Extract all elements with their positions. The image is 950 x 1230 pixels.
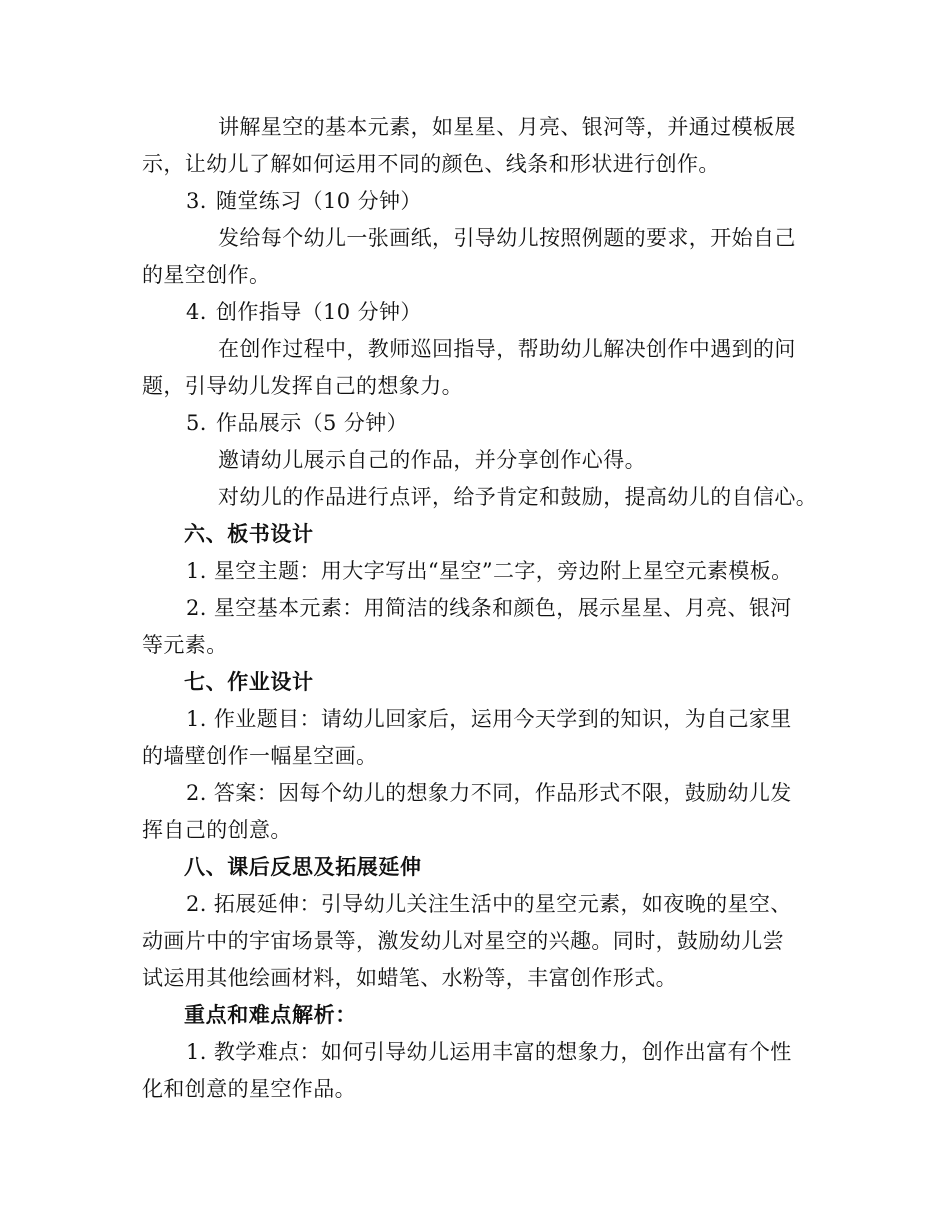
step-title: 作品展示（5 分钟） <box>216 411 409 435</box>
paragraph-line: 题，引导幼儿发挥自己的想象力。 <box>142 374 463 398</box>
step-title: 随堂练习（10 分钟） <box>216 189 422 213</box>
paragraph-line: 2. 星空基本元素：用简洁的线条和颜色，展示星星、月亮、银河 <box>186 596 792 620</box>
step-title: 创作指导（10 分钟） <box>216 300 422 324</box>
paragraph-line: 对幼儿的作品进行点评，给予肯定和鼓励，提高幼儿的自信心。 <box>218 485 818 509</box>
section-step-3 <box>186 186 422 216</box>
paragraph-line: 1. 教学难点：如何引导幼儿运用丰富的想象力，创作出富有个性 <box>186 1040 792 1064</box>
paragraph-line: 化和创意的星空作品。 <box>142 1077 356 1101</box>
paragraph-line: 动画片中的宇宙场景等，激发幼儿对星空的兴趣。同时，鼓励幼儿尝 <box>142 929 784 953</box>
section-heading-6: 六、板书设计 <box>184 522 314 546</box>
step-number: 3. <box>186 189 207 213</box>
step-number: 4. <box>186 300 207 324</box>
paragraph-line: 1. 作业题目：请幼儿回家后，运用今天学到的知识，为自己家里 <box>186 707 792 731</box>
section-step-5 <box>186 408 408 438</box>
paragraph-line: 发给每个幼儿一张画纸，引导幼儿按照例题的要求，开始自己 <box>218 226 796 250</box>
paragraph-line: 2. 拓展延伸：引导幼儿关注生活中的星空元素，如夜晚的星空、 <box>186 892 792 916</box>
step-number: 5. <box>186 411 207 435</box>
section-heading-8: 八、课后反思及拓展延伸 <box>184 855 422 879</box>
paragraph-line: 讲解星空的基本元素，如星星、月亮、银河等，并通过模板展 <box>218 115 796 139</box>
paragraph-line: 2. 答案：因每个幼儿的想象力不同，作品形式不限，鼓励幼儿发 <box>186 781 792 805</box>
paragraph-line: 1. 星空主题：用大字写出“星空”二字，旁边附上星空元素模板。 <box>186 559 793 583</box>
paragraph-line: 试运用其他绘画材料，如蜡笔、水粉等，丰富创作形式。 <box>142 966 677 990</box>
section-heading-7: 七、作业设计 <box>184 670 314 694</box>
paragraph-line: 的墙壁创作一幅星空画。 <box>142 744 378 768</box>
paragraph-line: 邀请幼儿展示自己的作品，并分享创作心得。 <box>218 448 646 472</box>
section-heading-key-points: 重点和难点解析： <box>184 1003 357 1027</box>
paragraph-line: 挥自己的创意。 <box>142 818 292 842</box>
section-step-4 <box>186 297 422 327</box>
paragraph-line: 示，让幼儿了解如何运用不同的颜色、线条和形状进行创作。 <box>142 152 720 176</box>
paragraph-line: 等元素。 <box>142 633 228 657</box>
paragraph-line: 的星空创作。 <box>142 263 271 287</box>
paragraph-line: 在创作过程中，教师巡回指导，帮助幼儿解决创作中遇到的问 <box>218 337 796 361</box>
